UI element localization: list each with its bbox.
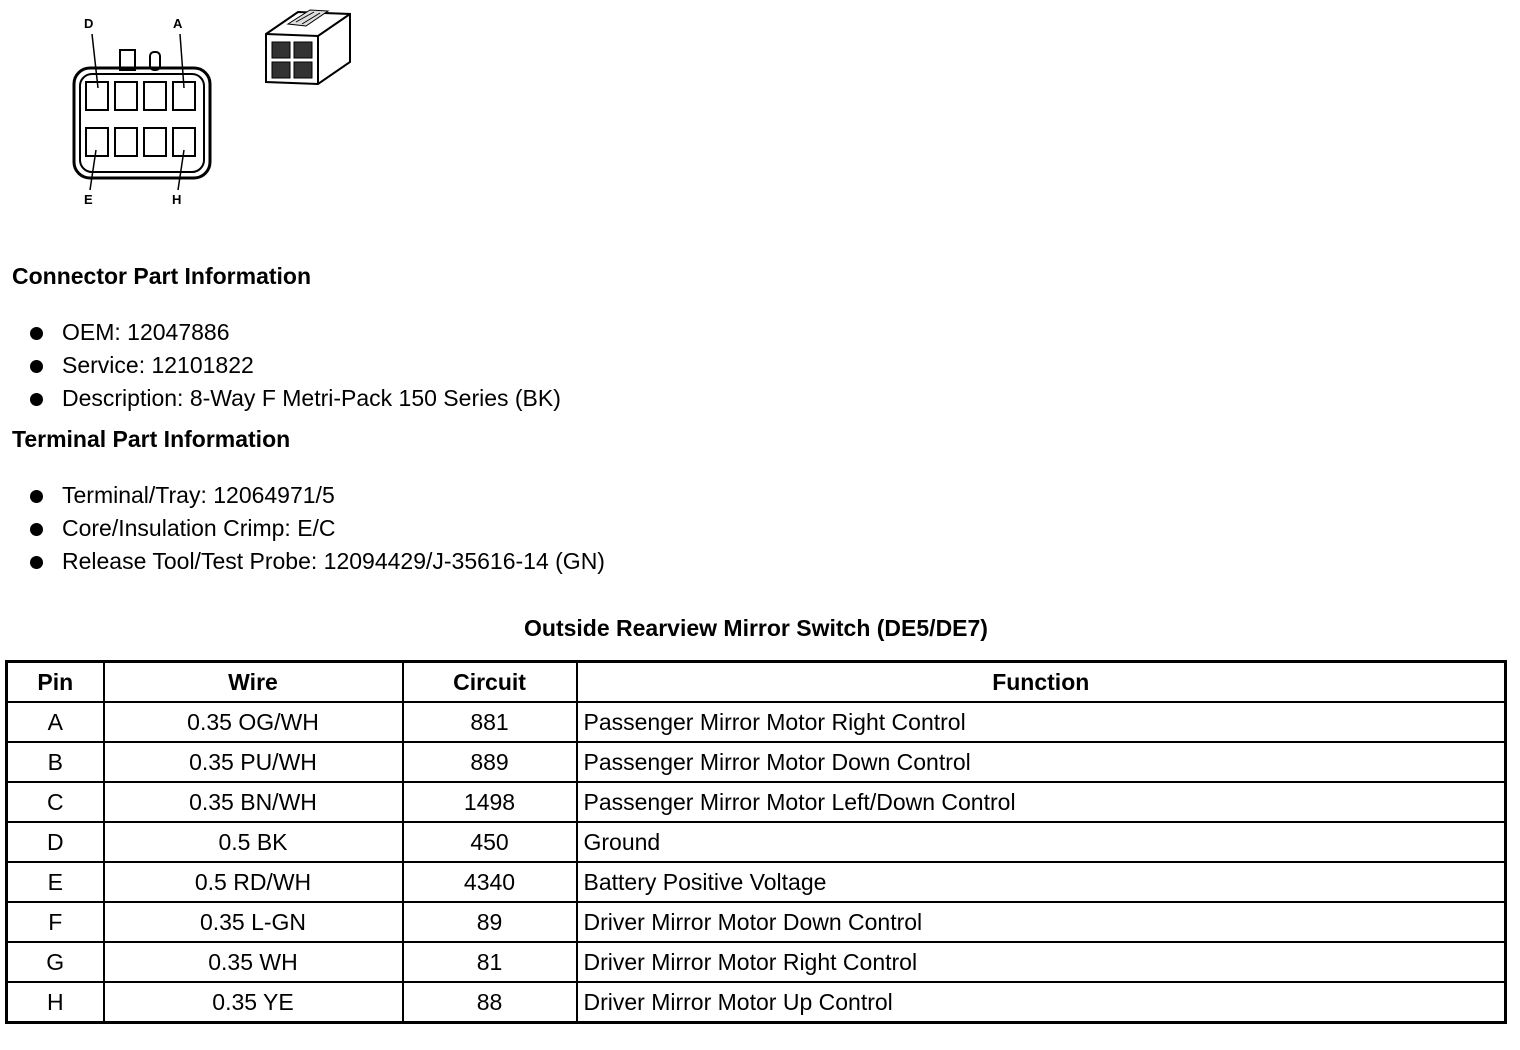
cell-circuit: 881 bbox=[403, 702, 577, 742]
cell-pin: H bbox=[7, 982, 104, 1023]
connector-info-list bbox=[28, 316, 561, 415]
cell-circuit: 889 bbox=[403, 742, 577, 782]
header-pin: Pin bbox=[7, 662, 104, 703]
table-header-row bbox=[7, 662, 1506, 703]
cell-pin: D bbox=[7, 822, 104, 862]
cell-function: Passenger Mirror Motor Left/Down Control bbox=[577, 782, 1506, 822]
table-row bbox=[7, 742, 1506, 782]
cell-wire: 0.35 YE bbox=[104, 982, 403, 1023]
cell-circuit: 450 bbox=[403, 822, 577, 862]
cell-wire: 0.35 L-GN bbox=[104, 902, 403, 942]
list-item: Release Tool/Test Probe: 12094429/J-35616-14 (GN) bbox=[28, 545, 605, 578]
header-function: Function bbox=[577, 662, 1506, 703]
table-row bbox=[7, 702, 1506, 742]
cell-pin: C bbox=[7, 782, 104, 822]
table-row bbox=[7, 902, 1506, 942]
cell-circuit: 89 bbox=[403, 902, 577, 942]
pinout-table bbox=[5, 660, 1507, 1024]
header-circuit: Circuit bbox=[403, 662, 577, 703]
cell-function: Driver Mirror Motor Down Control bbox=[577, 902, 1506, 942]
table-row bbox=[7, 782, 1506, 822]
connector-info-heading: Connector Part Information bbox=[12, 263, 312, 289]
cell-wire: 0.35 BN/WH bbox=[104, 782, 403, 822]
cell-function: Passenger Mirror Motor Down Control bbox=[577, 742, 1506, 782]
cell-function: Driver Mirror Motor Up Control bbox=[577, 982, 1506, 1023]
table-row bbox=[7, 942, 1506, 982]
table-row bbox=[7, 862, 1506, 902]
pin-label-e: E bbox=[84, 192, 93, 207]
connector-face-diagram bbox=[60, 8, 260, 218]
pin-label-a: A bbox=[173, 16, 183, 31]
list-item: Description: 8-Way F Metri-Pack 150 Series (BK) bbox=[28, 382, 561, 415]
terminal-info-heading: Terminal Part Information bbox=[12, 426, 291, 452]
cell-pin: G bbox=[7, 942, 104, 982]
terminal-info-list bbox=[28, 479, 605, 578]
cell-circuit: 1498 bbox=[403, 782, 577, 822]
cell-pin: A bbox=[7, 702, 104, 742]
cell-pin: F bbox=[7, 902, 104, 942]
cell-function: Passenger Mirror Motor Right Control bbox=[577, 702, 1506, 742]
cell-circuit: 81 bbox=[403, 942, 577, 982]
list-item: Terminal/Tray: 12064971/5 bbox=[28, 479, 605, 512]
cell-circuit: 4340 bbox=[403, 862, 577, 902]
pin-label-d: D bbox=[84, 16, 94, 31]
table-title: Outside Rearview Mirror Switch (DE5/DE7) bbox=[524, 615, 988, 641]
connector-isometric-image bbox=[258, 2, 358, 88]
pin-label-h: H bbox=[172, 192, 182, 207]
cell-pin: B bbox=[7, 742, 104, 782]
cell-circuit: 88 bbox=[403, 982, 577, 1023]
table-row bbox=[7, 822, 1506, 862]
cell-pin: E bbox=[7, 862, 104, 902]
table-row bbox=[7, 982, 1506, 1023]
list-item: Service: 12101822 bbox=[28, 349, 561, 382]
cell-wire: 0.5 RD/WH bbox=[104, 862, 403, 902]
cell-function: Ground bbox=[577, 822, 1506, 862]
connector-face-drawing bbox=[60, 8, 260, 218]
header-wire: Wire bbox=[104, 662, 403, 703]
list-item: Core/Insulation Crimp: E/C bbox=[28, 512, 605, 545]
cell-function: Driver Mirror Motor Right Control bbox=[577, 942, 1506, 982]
cell-wire: 0.35 WH bbox=[104, 942, 403, 982]
cell-wire: 0.35 OG/WH bbox=[104, 702, 403, 742]
cell-function: Battery Positive Voltage bbox=[577, 862, 1506, 902]
cell-wire: 0.35 PU/WH bbox=[104, 742, 403, 782]
list-item: OEM: 12047886 bbox=[28, 316, 561, 349]
cell-wire: 0.5 BK bbox=[104, 822, 403, 862]
